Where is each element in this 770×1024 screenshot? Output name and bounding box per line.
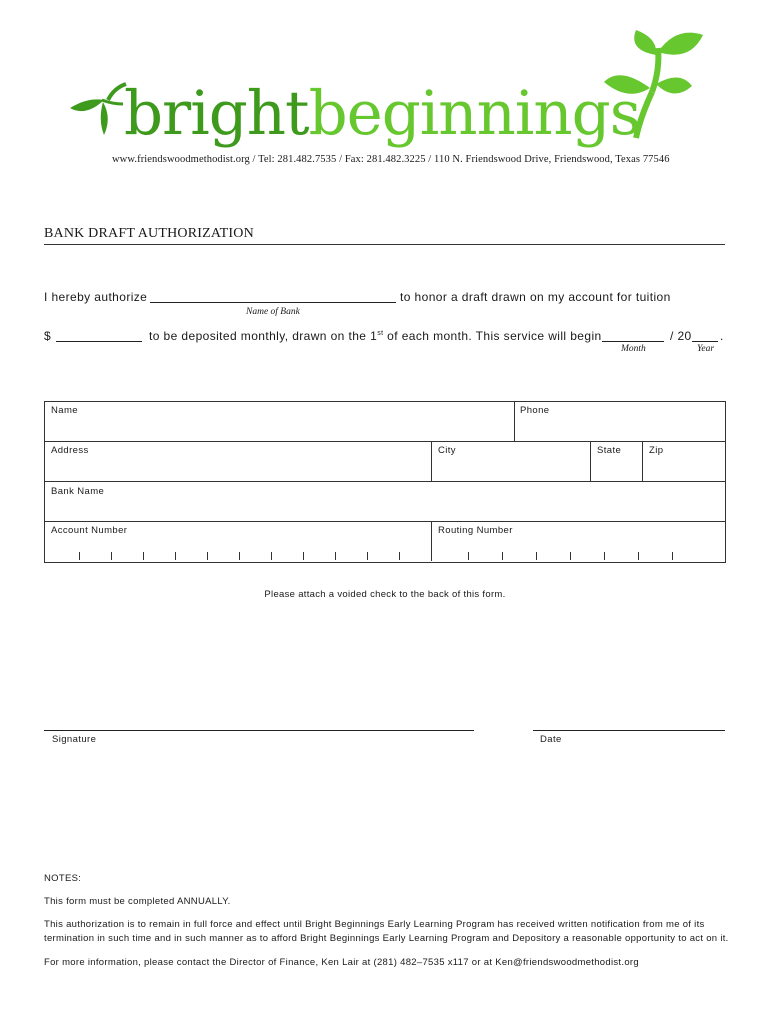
date-label: Date [540,734,562,745]
attach-check-note: Please attach a voided check to the back of this form. [264,589,506,600]
deposit-text-rest: of each month. This service will begin [387,329,602,343]
month-blank[interactable] [602,341,664,342]
signature-label: Signature [52,734,97,745]
name-field[interactable]: Name [51,405,78,416]
phone-field[interactable]: Phone [520,405,550,416]
account-digit-tick [399,552,400,560]
account-number-field[interactable]: Account Number [51,525,128,536]
grid-row-line [44,481,725,482]
bank-name-blank[interactable] [150,302,396,303]
info-grid [44,401,726,563]
year-caption: Year [697,344,715,354]
account-digit-tick [111,552,112,560]
title-rule [44,244,725,245]
grid-col-line [514,401,515,441]
account-digit-tick [175,552,176,560]
city-field[interactable]: City [438,445,456,456]
routing-number-field[interactable]: Routing Number [438,525,513,536]
grid-col-line [642,441,643,481]
grid-row-line [44,521,725,522]
routing-digit-tick [604,552,605,560]
account-digit-tick [239,552,240,560]
deposit-text-main: to be deposited monthly, drawn on the 1 [149,329,378,343]
zip-field[interactable]: Zip [649,445,664,456]
account-digit-tick [79,552,80,560]
notes-annual: This form must be completed ANNUALLY. [44,896,231,907]
grid-row-line [44,441,725,442]
notes-heading: NOTES: [44,873,82,884]
grid-col-line [590,441,591,481]
account-digit-tick [271,552,272,560]
routing-digit-tick [570,552,571,560]
routing-digit-tick [672,552,673,560]
address-field[interactable]: Address [51,445,89,456]
grid-col-line [431,441,432,481]
date-line[interactable] [533,730,725,731]
slash-twenty: / 20 [670,329,692,343]
routing-digit-tick [502,552,503,560]
line-period: . [720,329,724,343]
ordinal-suffix: st [377,330,384,337]
routing-digit-tick [468,552,469,560]
routing-digit-tick [536,552,537,560]
honor-draft-text: to honor a draft drawn on my account for tuition [400,290,671,304]
account-digit-tick [367,552,368,560]
year-blank[interactable] [692,341,718,342]
authorize-text: I hereby authorize [44,290,148,304]
account-digit-tick [143,552,144,560]
deposit-text [149,329,602,343]
month-caption: Month [621,344,646,354]
signature-line[interactable] [44,730,474,731]
notes-authorization: This authorization is to remain in full force and effect until Bright Beginnings Early Learning Program has received written notification from me of its termination in such time and in such manner as to afford Bright Beginnings Early Learning Program and Depository a reasonable opportunity to act on it. [44,919,729,944]
amount-blank[interactable] [56,341,142,342]
brand-part-beginnings: beginnings [308,78,641,149]
account-digit-tick [207,552,208,560]
brand-part-bright: bright [124,78,309,149]
state-field[interactable]: State [597,445,622,456]
bank-name-field[interactable]: Bank Name [51,486,105,497]
contact-line: www.friendswoodmethodist.org / Tel: 281.482.7535 / Fax: 281.482.3225 / 110 N. Friendswood Drive, Friendswood, Texas 77546 [112,154,670,165]
routing-digit-tick [638,552,639,560]
brand-wordmark [124,74,640,154]
bank-caption: Name of Bank [246,307,300,317]
account-digit-tick [303,552,304,560]
dollar-sign: $ [44,329,52,343]
account-digit-tick [335,552,336,560]
grid-col-line [431,521,432,561]
form-title: BANK DRAFT AUTHORIZATION [44,226,254,241]
notes-contact: For more information, please contact the Director of Finance, Ken Lair at (281) 482–7535 x117 or at Ken@friendswoodmethodist.org [44,957,639,968]
